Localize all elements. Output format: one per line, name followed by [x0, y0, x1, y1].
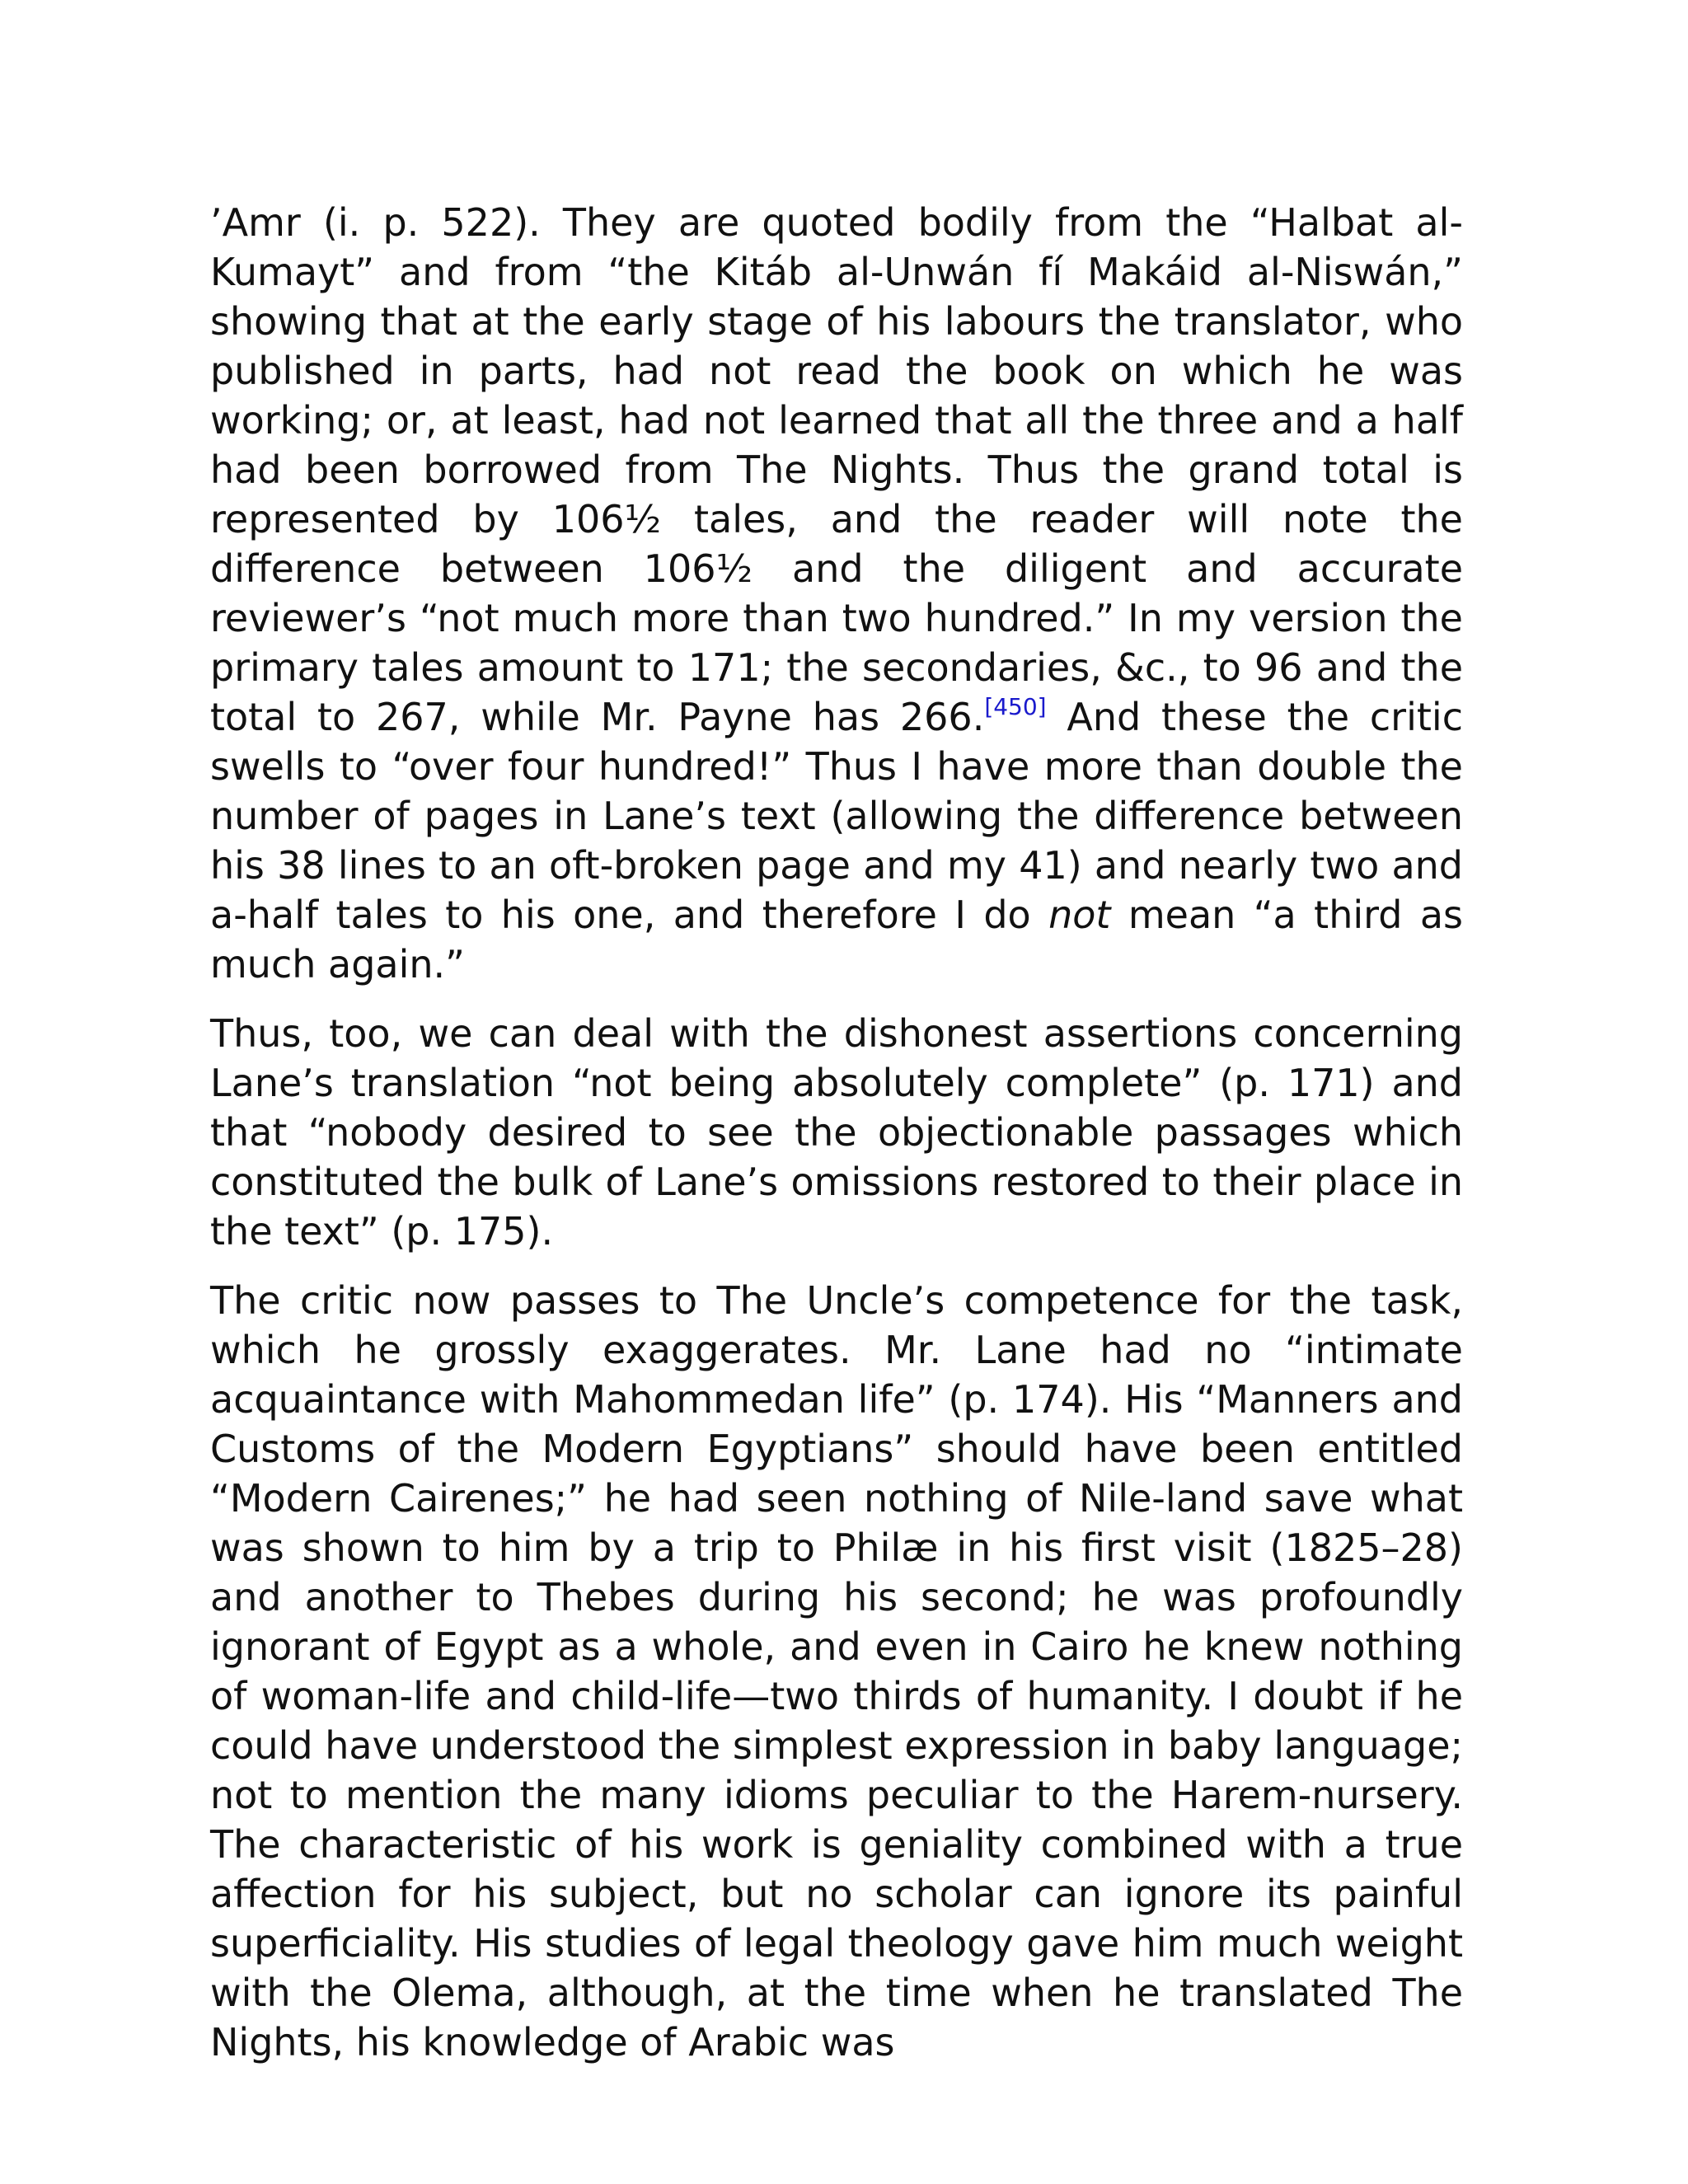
- document-page: [210, 198, 1463, 2067]
- paragraph-2: Thus, too, we can deal with the dishonest assertions concerning Lane’s translation “not being absolutely complete” (p. 171) and that “nobody desired to see the objectionable passages which constituted the bulk of Lane’s omissions restored to their place in the text” (p. 175).: [210, 1011, 1463, 1254]
- paragraph-1-text-b: And these the critic swells to “over four hundred!” Thus I have more than double the number of pages in Lane’s text (allowing the difference between his 38 lines to an oft-broken page and my 41) and nearly two and a-half tales to his one, and therefore I do: [210, 695, 1463, 937]
- paragraph-3: The critic now passes to The Uncle’s competence for the task, which he grossly exaggerates. Mr. Lane had no “intimate acquaintance with Mahommedan life” (p. 174). His “Manners and Customs of the Modern Egyptians” should have been entitled “Modern Cairenes;” he had seen nothing of Nile-land save what was shown to him by a trip to Philæ in his first visit (1825–28) and another to Thebes during his second; he was profoundly ignorant of Egypt as a whole, and even in Cairo he knew nothing of woman-life and child-life—two thirds of humanity. I doubt if he could have understood the simplest expression in baby language; not to mention the many idioms peculiar to the Harem-nursery. The characteristic of his work is geniality combined with a true affection for his subject, but no scholar can ignore its painful superficiality. His studies of legal theology gave him much weight with the Olema, although, at the time when he translated The Nights, his knowledge of Arabic was: [210, 1278, 1463, 2064]
- paragraph-1-text-c: mean “a third as much again.”: [210, 893, 1463, 987]
- paragraph-1: [210, 198, 1463, 989]
- footnote-link-450[interactable]: [450]: [984, 693, 1047, 720]
- paragraph-1-text-a: ’Amr (i. p. 522). They are quoted bodily from the “Halbat al-Kumayt” and from “the Kitáb al-Unwán fí Makáid al-Niswán,” showing that at the early stage of his labours the translator, who published in parts, had not read the book on which he was working; or, at least, had not learned that all the three and a half had been borrowed from The Nights. Thus the grand total is represented by 106½ tales, and the reader will note the difference between 106½ and the diligent and accurate reviewer’s “not much more than two hundred.” In my version the primary tales amount to 171; the secondaries, &c., to 96 and the total to 267, while Mr. Payne has 266.: [210, 200, 1463, 739]
- emphasis-not: not: [1048, 893, 1111, 937]
